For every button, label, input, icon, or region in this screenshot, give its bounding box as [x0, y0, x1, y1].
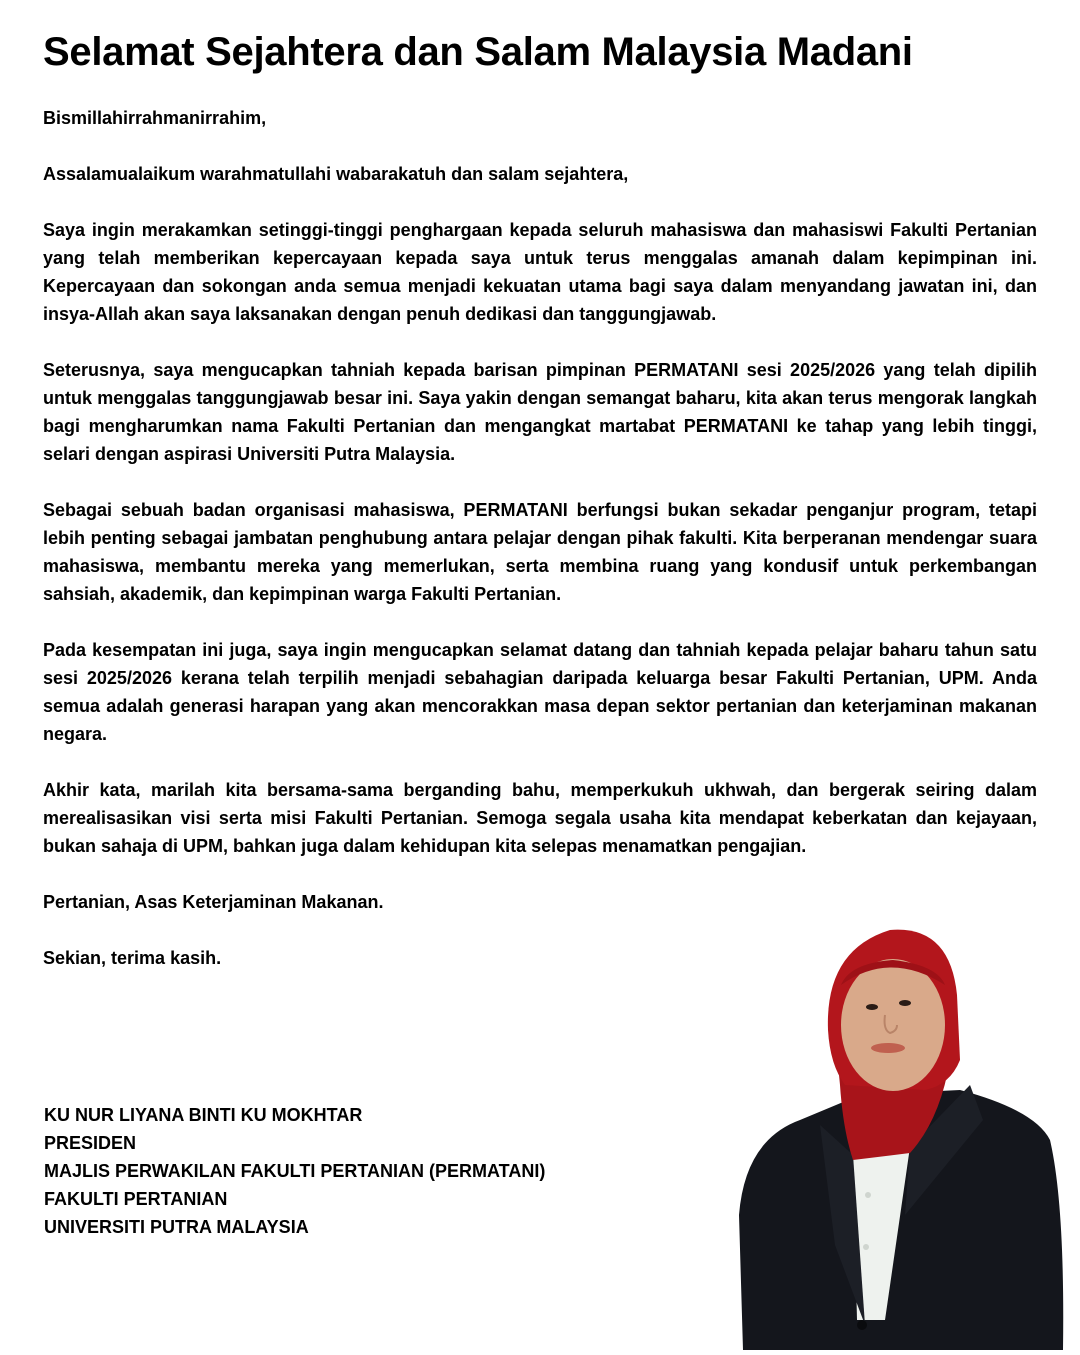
- greeting-salam: Assalamualaikum warahmatullahi wabarakatuh dan salam sejahtera,: [43, 164, 629, 184]
- signature-block: [44, 1101, 545, 1241]
- face: [841, 959, 945, 1091]
- eye-left: [866, 1004, 878, 1010]
- sign-off: Sekian, terima kasih.: [43, 948, 222, 968]
- shirt-button: [863, 1244, 869, 1250]
- paragraph-appreciation: Saya ingin merakamkan setinggi-tinggi penghargaan kepada seluruh mahasiswa dan mahasiswi Fakulti Pertanian yang telah memberikan kepercayaan kepada saya untuk terus menggalas amanah dalam kepimpinan ini. Kepercayaan dan sokongan anda semua menjadi kekuatan utama bagi saya dalam menyandang jawatan ini, dan insya-Allah akan saya laksanakan dengan penuh dedikasi dan tanggungjawab.: [43, 220, 1037, 324]
- shirt-button: [865, 1192, 871, 1198]
- paragraph-welcome-new-students: Pada kesempatan ini juga, saya ingin mengucapkan selamat datang dan tahniah kepada pelajar baharu tahun satu sesi 2025/2026 kerana telah terpilih menjadi sebahagian daripada keluarga besar Fakulti Pertanian, UPM. Anda semua adalah generasi harapan yang akan mencorakkan masa depan sektor pertanian dan keterjaminan makanan negara.: [43, 640, 1037, 744]
- signatory-position: PRESIDEN: [44, 1133, 137, 1153]
- signatory-university: UNIVERSITI PUTRA MALAYSIA: [44, 1217, 309, 1237]
- greeting-bismillah: Bismillahirrahmanirrahim,: [43, 108, 267, 128]
- motto: Pertanian, Asas Keterjaminan Makanan.: [43, 892, 384, 912]
- paragraph-congratulations: Seterusnya, saya mengucapkan tahniah kepada barisan pimpinan PERMATANI sesi 2025/2026 yang telah dipilih untuk menggalas tanggungjawab besar ini. Saya yakin dengan semangat baharu, kita akan terus mengorak langkah bagi mengharumkan nama Fakulti Pertanian dan mengangkat martabat PERMATANI ke tahap yang lebih tinggi, selari dengan aspirasi Universiti Putra Malaysia.: [43, 360, 1037, 464]
- paragraph-closing: Akhir kata, marilah kita bersama-sama berganding bahu, memperkukuh ukhwah, dan bergerak seiring dalam merealisasikan visi serta misi Fakulti Pertanian. Semoga segala usaha kita mendapat keberkatan dan kejayaan, bukan sahaja di UPM, bahkan juga dalam kehidupan kita selepas menamatkan pengajian.: [43, 780, 1037, 856]
- signatory-faculty: FAKULTI PERTANIAN: [44, 1189, 228, 1209]
- president-portrait: [725, 915, 1080, 1350]
- eye-right: [899, 1000, 911, 1006]
- signatory-name: KU NUR LIYANA BINTI KU MOKHTAR: [44, 1105, 363, 1125]
- letter-body: [43, 104, 1037, 1000]
- blazer-button: [857, 1320, 867, 1330]
- page-title: Selamat Sejahtera dan Salam Malaysia Madani: [43, 30, 913, 74]
- lips: [871, 1043, 905, 1053]
- paragraph-organisation-role: Sebagai sebuah badan organisasi mahasiswa, PERMATANI berfungsi bukan sekadar penganjur program, tetapi lebih penting sebagai jambatan penghubung antara pelajar dengan pihak fakulti. Kita berperanan mendengar suara mahasiswa, membantu mereka yang memerlukan, serta membina ruang yang kondusif untuk perkembangan sahsiah, akademik, dan kepimpinan warga Fakulti Pertanian.: [43, 500, 1037, 604]
- portrait-illustration: [725, 915, 1080, 1350]
- signatory-council: MAJLIS PERWAKILAN FAKULTI PERTANIAN (PERMATANI): [44, 1161, 546, 1181]
